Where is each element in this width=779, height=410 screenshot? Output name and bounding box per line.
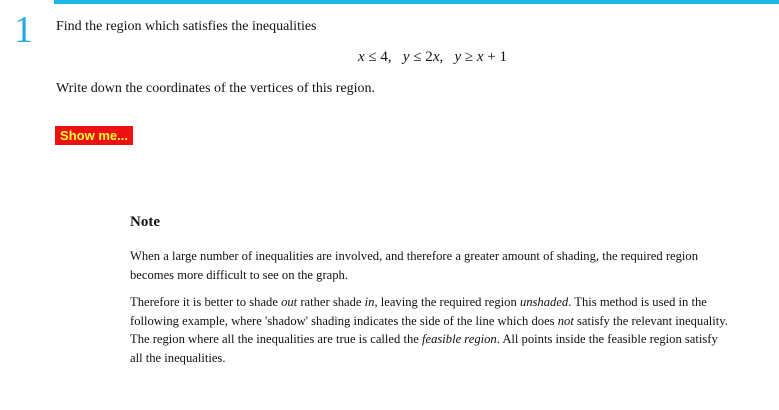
note-p2-text-5: satisfy the relevant inequality. The region where all the inequalities are true is called the bbox=[130, 313, 728, 346]
ineq3-relation: ≥ bbox=[461, 49, 477, 65]
ineq3-variable: y bbox=[454, 49, 462, 65]
note-p2-text-2: rather shade bbox=[297, 295, 365, 309]
ineq2-variable: y bbox=[402, 49, 410, 65]
note-p2-emphasis-out: out bbox=[281, 295, 298, 309]
note-paragraph-1: When a large number of inequalities are involved, and therefore a greater amount of shading, the required region becomes more difficult to see on the graph. bbox=[130, 249, 699, 282]
note-p2-emphasis-not: not bbox=[557, 313, 574, 328]
ineq3-tail: + 1 bbox=[483, 49, 508, 65]
note-p2-emphasis-in: in bbox=[364, 295, 375, 309]
note-title: Note bbox=[130, 214, 160, 230]
note-p2-text-3: , leaving the required region bbox=[374, 295, 520, 309]
ineq2-relation: ≤ 2 bbox=[409, 49, 433, 65]
note-p2-emphasis-unshaded: unshaded bbox=[519, 295, 569, 309]
ineq2-variable-x: x bbox=[432, 49, 440, 65]
top-accent-rule bbox=[54, 0, 779, 4]
note-p2-emphasis-feasible-region: feasible region bbox=[421, 332, 497, 346]
note-paragraph-2 bbox=[130, 293, 730, 367]
note-p2-text-6: . All points inside the feasible region satisfy all the inequalities. bbox=[130, 332, 718, 365]
question-prompt: Find the region which satisfies the inequalities bbox=[56, 19, 317, 34]
question-number: 1 bbox=[14, 9, 33, 51]
note-p2-text-4: . This method is used in the following example, where 'shadow' shading indicates the side of the line which does bbox=[130, 295, 707, 328]
show-me-button[interactable]: Show me... bbox=[55, 126, 133, 145]
inequalities bbox=[358, 48, 507, 66]
ineq2-separator: , bbox=[439, 49, 455, 65]
ineq1-variable: x bbox=[358, 49, 365, 65]
ineq3-variable-x: x bbox=[476, 49, 484, 65]
note-p2-text-1: Therefore it is better to shade bbox=[130, 295, 282, 309]
question-instruction: Write down the coordinates of the vertices of this region. bbox=[56, 81, 376, 96]
ineq1-relation: ≤ 4, bbox=[364, 49, 403, 65]
note-section bbox=[130, 212, 730, 376]
